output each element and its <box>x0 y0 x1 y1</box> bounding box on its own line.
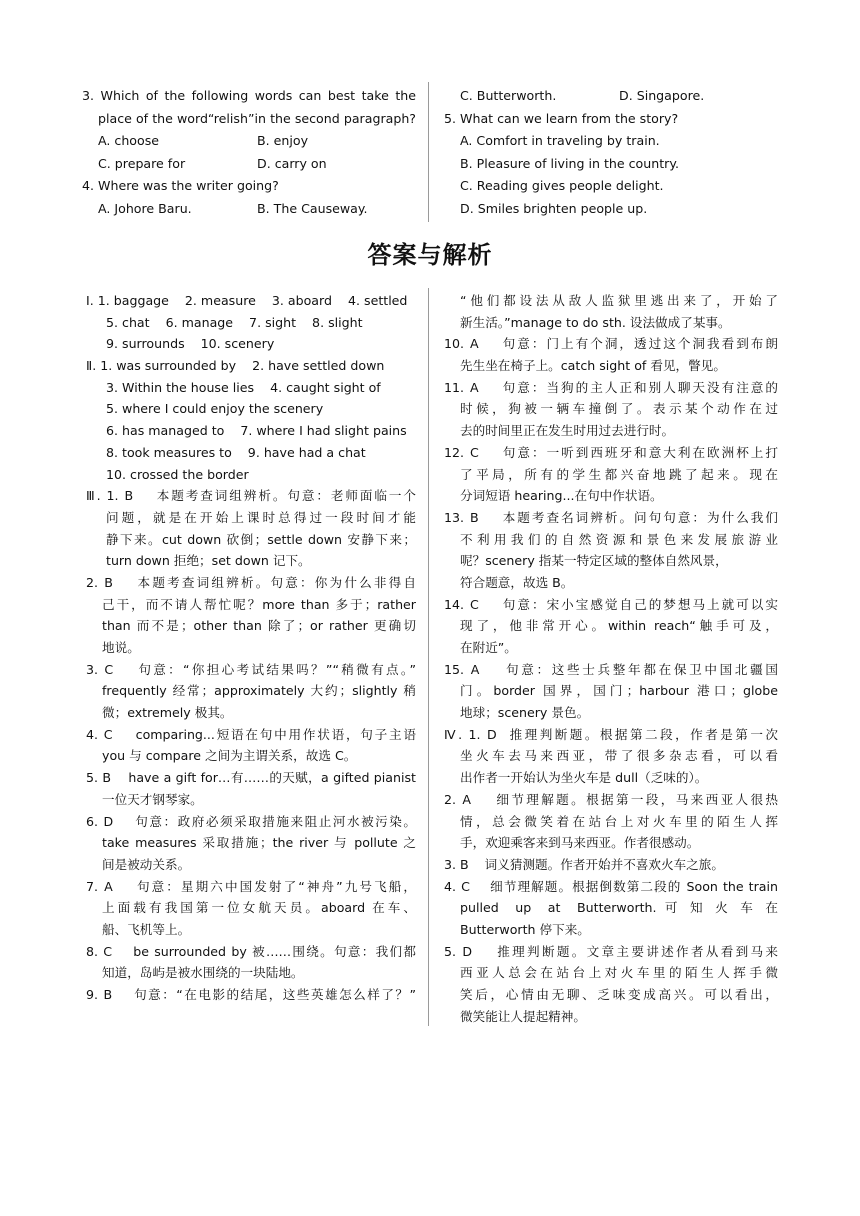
answer-line: 15. A 句意：这些士兵整年都在保卫中国北疆国 <box>444 661 778 677</box>
answer-line: you 与 compare 之间为主谓关系，故选 C。 <box>102 748 357 764</box>
answer-line: 符合题意，故选 B。 <box>460 574 574 590</box>
answer-line: 8. C be surrounded by 被……围绕。句意：我们都 <box>86 943 416 959</box>
answer-line: 己干，而不请人帮忙呢？more than 多于；rather <box>102 596 416 612</box>
answer-line: 地球；scenery 景色。 <box>460 705 590 721</box>
answer-line: 6. has managed to 7. where I had slight pains <box>106 423 407 439</box>
answer-line: 微笑能让人提起精神。 <box>460 1008 586 1024</box>
questions-right-column <box>444 85 778 220</box>
answer-line: 地说。 <box>102 640 140 655</box>
answer-line: 6. D 句意：政府必须采取措施来阻止河水被污染。 <box>86 813 416 829</box>
question-text: 3. Which of the following words can best take the <box>82 88 416 103</box>
answers-title: 答案与解析 <box>367 241 493 269</box>
question-text: 4. Where was the writer going? <box>82 178 279 193</box>
answer-line: 3. C 句意：“你担心考试结果吗？”“稍微有点。” <box>86 661 416 677</box>
column-divider-answers <box>428 288 429 1026</box>
answer-line: 2. B 本题考查词组辨析。句意：你为什么非得自 <box>86 574 416 590</box>
answer-line: 在附近”。 <box>460 640 517 655</box>
answer-line: Ⅰ. 1. baggage 2. measure 3. aboard 4. settled <box>86 293 408 308</box>
answers-right-column <box>444 290 778 1027</box>
answer-line: 8. took measures to 9. have had a chat <box>106 444 366 460</box>
answers-left-column <box>86 290 416 1006</box>
answer-line: 5. chat 6. manage 7. sight 8. slight <box>106 314 363 330</box>
answer-line: 5. D 推理判断题。文章主要讲述作者从看到马来 <box>444 943 778 959</box>
answer-line: pulled up at Butterworth. 可 知 火 车 在 <box>460 900 778 916</box>
answer-line: 微；extremely 极其。 <box>102 705 233 721</box>
option-row <box>444 85 778 108</box>
answer-line: 情，总会微笑着在站台上对火车里的陌生人挥 <box>460 813 778 829</box>
answer-line: 时候，狗被一辆车撞倒了。表示某个动作在过 <box>460 401 778 417</box>
option-text: B. enjoy <box>257 133 309 148</box>
answer-line: 3. B 词义猜测题。作者开始并不喜欢火车之旅。 <box>444 856 724 872</box>
answer-line: 上面载有我国第一位女航天员。aboard 在车、 <box>102 900 416 916</box>
answer-line: 4. C comparing...短语在句中用作状语，句子主语 <box>86 726 416 742</box>
answer-line: 12. C 句意：一听到西班牙和意大利在欧洲杯上打 <box>444 444 778 460</box>
answer-line: 静下来。cut down 砍倒；settle down 安静下来； <box>106 531 416 547</box>
option-text: C. Butterworth. <box>460 88 557 103</box>
question-line: A. Comfort in traveling by train. <box>460 133 660 148</box>
answer-line: 3. Within the house lies 4. caught sight of <box>106 379 381 395</box>
answer-line: 10. A 句意：门上有个洞，透过这个洞我看到布朗 <box>444 336 778 352</box>
answer-line: 9. surrounds 10. scenery <box>106 336 275 352</box>
answer-line: frequently 经常；approximately 大约；slightly 稍 <box>102 683 416 699</box>
answer-line: 先生坐在椅子上。catch sight of 看见，瞥见。 <box>460 358 726 374</box>
answer-line: 9. B 句意：“在电影的结尾，这些英雄怎么样了？” <box>86 987 416 1002</box>
answer-line: 呢？scenery 指某一特定区域的整体自然风景， <box>460 553 728 569</box>
question-line: D. Smiles brighten people up. <box>460 200 648 216</box>
answer-line: 船、飞机等上。 <box>102 921 191 937</box>
answer-line: 笑后，心情由无聊、乏味变成高兴。可以看出， <box>460 987 778 1002</box>
option-row <box>82 153 416 176</box>
answer-line: 分词短语 hearing...在句中作状语。 <box>460 488 663 504</box>
answer-line: 新生活。”manage to do sth. 设法做成了某事。 <box>460 314 731 330</box>
option-text: B. The Causeway. <box>257 200 368 216</box>
answer-line: 7. A 句意：星期六中国发射了“神舟”九号飞船， <box>86 878 416 894</box>
answer-line: 11. A 句意：当狗的主人正和别人聊天没有注意的 <box>444 379 778 395</box>
answer-line: than 而不是；other than 除了；or rather 更确切 <box>102 618 416 634</box>
option-row <box>82 130 416 153</box>
answer-line: 手，欢迎乘客来到马来西亚。作者很感动。 <box>460 835 700 851</box>
answer-line: 14. C 句意：宋小宝感觉自己的梦想马上就可以实 <box>444 596 778 612</box>
answer-line: 西亚人总会在站台上对火车里的陌生人挥手微 <box>460 965 778 981</box>
question-line: C. Reading gives people delight. <box>460 178 664 193</box>
answer-line: 2. A 细节理解题。根据第一段，马来西亚人很热 <box>444 791 778 807</box>
question-line: B. Pleasure of living in the country. <box>460 155 679 171</box>
answer-line: 坐火车去马来西亚，带了很多杂志看，可以看 <box>460 748 778 764</box>
answer-line: 4. C 细节理解题。根据倒数第二段的 Soon the train <box>444 878 778 894</box>
answer-line: 10. crossed the border <box>106 466 249 482</box>
question-line: place of the word“relish”in the second paragraph? <box>98 110 416 126</box>
question-text: 5. What can we learn from the story? <box>444 110 679 126</box>
answer-line: 5. where I could enjoy the scenery <box>106 401 324 417</box>
option-text: C. prepare for <box>98 155 186 171</box>
answer-line: 去的时间里正在发生时用过去进行时。 <box>460 423 675 439</box>
answer-line: 问题，就是在开始上课时总得过一段时间才能 <box>106 509 416 525</box>
answer-line: Ⅲ. 1. B 本题考查词组辨析。句意：老师面临一个 <box>86 488 416 504</box>
answer-line: turn down 拒绝；set down 记下。 <box>106 553 311 569</box>
answer-line: 一位天才钢琴家。 <box>102 791 203 807</box>
option-text: D. Singapore. <box>619 88 705 103</box>
answer-line: Butterworth 停下来。 <box>460 921 590 937</box>
option-text: A. Johore Baru. <box>98 200 192 216</box>
answer-line: take measures 采取措施；the river 与 pollute 之 <box>102 835 416 851</box>
answer-line: 5. B have a gift for…有……的天赋，a gifted pianist <box>86 770 416 786</box>
answer-line: Ⅱ. 1. was surrounded by 2. have settled down <box>86 358 385 374</box>
answer-line: “他们都设法从敌人监狱里逃出来了，开始了 <box>460 293 778 308</box>
option-row <box>82 198 416 221</box>
answer-line: 知道，岛屿是被水围绕的一块陆地。 <box>102 965 304 981</box>
option-text: A. choose <box>98 133 160 148</box>
answer-line: 了平局，所有的学生都兴奋地跳了起来。现在 <box>460 466 778 482</box>
option-text: D. carry on <box>257 155 327 171</box>
answer-line: 不利用我们的自然资源和景色来发展旅游业 <box>460 531 778 547</box>
answer-line: 门。border 国界，国门；harbour 港口；globe <box>460 683 778 699</box>
answer-line: 13. B 本题考查名词辨析。问句句意：为什么我们 <box>444 509 778 525</box>
answer-line: Ⅳ. 1. D 推理判断题。根据第二段，作者是第一次 <box>444 726 778 742</box>
answer-line: 间是被动关系。 <box>102 856 191 872</box>
answer-line: 现了，他非常开心。within reach“触手可及， <box>460 618 778 634</box>
answer-line: 出作者一开始认为坐火车是 dull（乏味的）。 <box>460 770 708 786</box>
questions-left-column <box>82 85 416 220</box>
column-divider-top <box>428 82 429 222</box>
